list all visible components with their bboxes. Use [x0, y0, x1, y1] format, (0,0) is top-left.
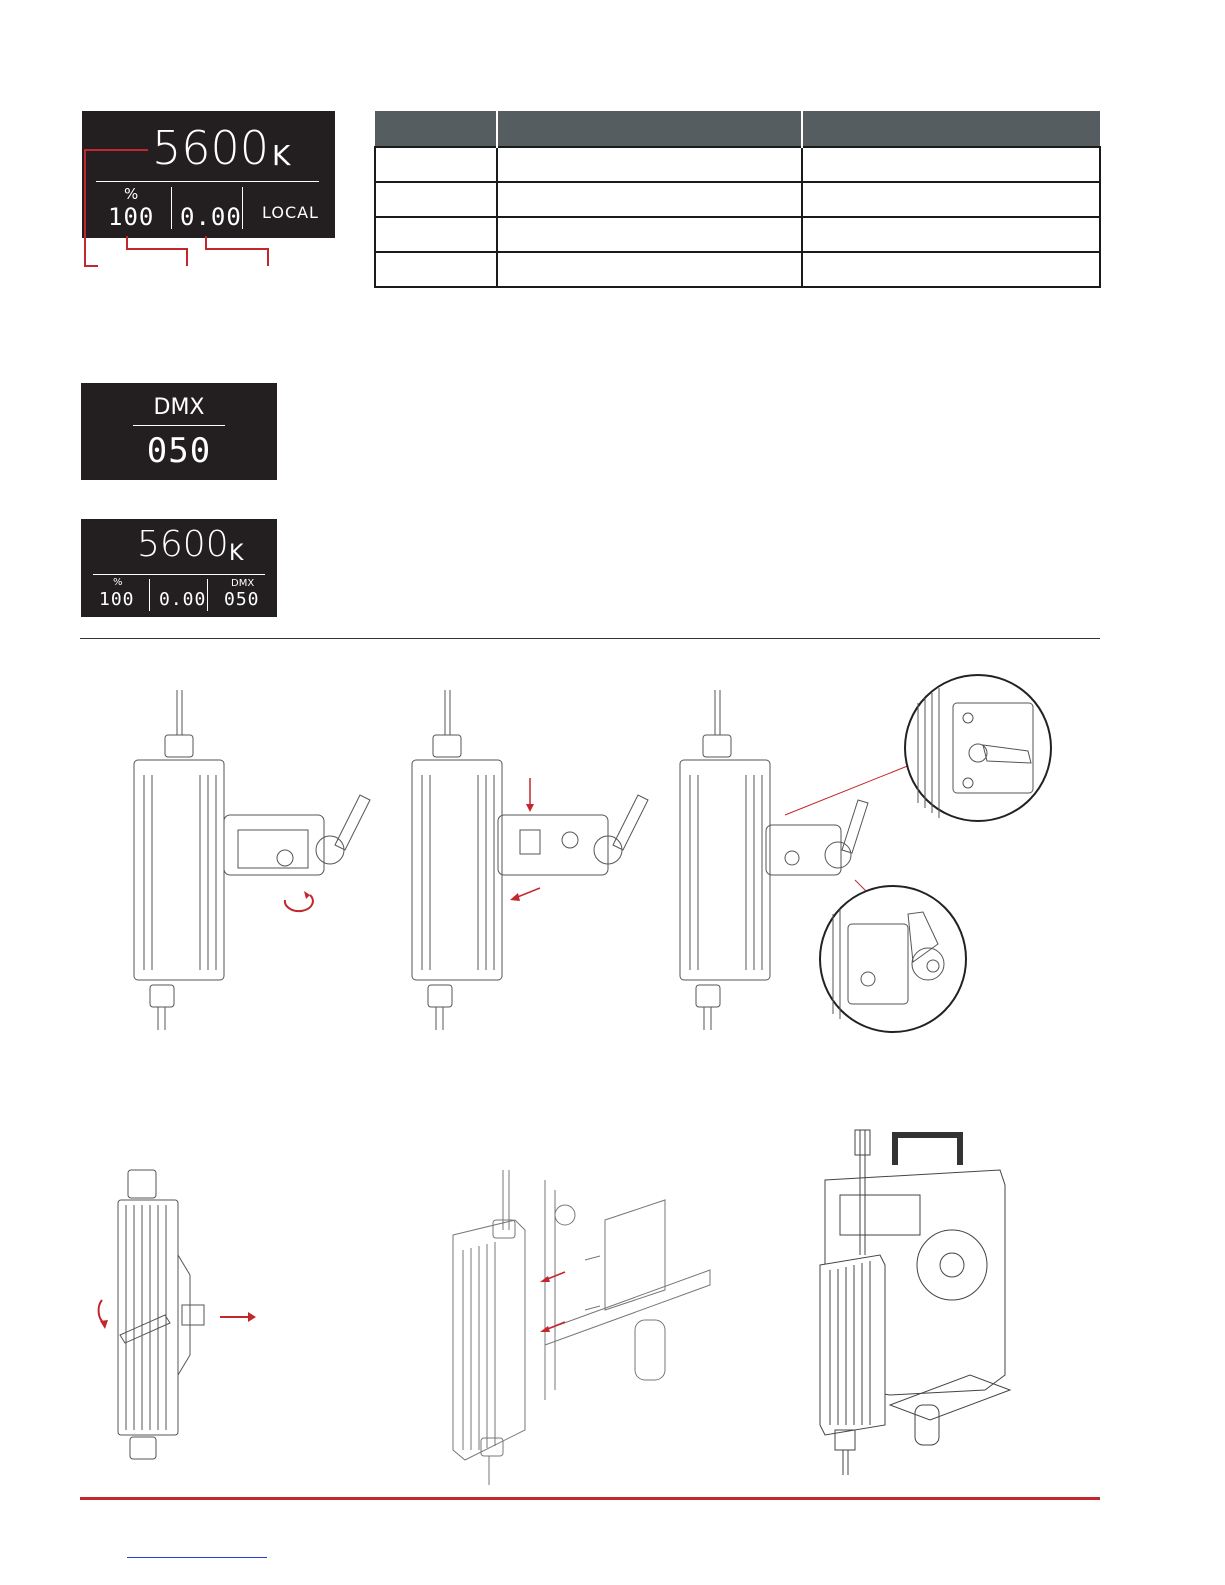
table-header-cell: [375, 111, 497, 147]
table-header-cell: [802, 111, 1100, 147]
tint-value: 0.00: [180, 203, 242, 231]
section-divider: [80, 638, 1100, 639]
footer-rule: [80, 1497, 1100, 1500]
tint-value: 0.00: [159, 589, 207, 610]
lcd-separator: [242, 187, 243, 229]
illustration-clamp-step-2: [400, 690, 680, 1030]
illustration-mount-to-frame: [445, 1170, 715, 1485]
table-row: [375, 147, 1100, 182]
lcd-divider: [96, 181, 319, 182]
lcd-display-dmx-mode: [81, 519, 277, 617]
table-row: [375, 252, 1100, 287]
lcd-display-local: [82, 111, 335, 238]
zoom-detail-latch-open: [903, 673, 1053, 823]
zoom-detail-knob: [818, 884, 968, 1034]
lcd-separator: [207, 579, 208, 611]
lcd-divider: [93, 574, 265, 575]
lcd-display-dmx-address: [81, 383, 277, 480]
intensity-label: %: [124, 185, 139, 203]
cct-unit: K: [229, 541, 244, 566]
cct-value: 5600: [152, 121, 270, 175]
intensity-value: 100: [99, 589, 135, 610]
cct-value: 5600: [137, 524, 229, 565]
cct-unit: K: [272, 139, 291, 172]
mode-label: LOCAL: [262, 203, 319, 222]
dmx-label: DMX: [153, 395, 205, 420]
lcd-separator: [171, 187, 172, 229]
spec-table: [374, 111, 1101, 288]
lcd-divider: [133, 425, 225, 426]
table-header-cell: [497, 111, 802, 147]
table-header-row: [375, 111, 1100, 147]
dmx-label: DMX: [231, 578, 255, 589]
illustration-mounted-on-light: [810, 1125, 1020, 1475]
dmx-value: 050: [224, 589, 260, 610]
dmx-address-value: 050: [146, 431, 212, 471]
intensity-value: 100: [108, 203, 155, 231]
intensity-label: %: [113, 577, 123, 588]
table-row: [375, 182, 1100, 217]
illustration-bracket-side: [90, 1165, 280, 1465]
footer-link-underline: [127, 1557, 267, 1558]
table-row: [375, 217, 1100, 252]
lcd-separator: [149, 579, 150, 611]
illustration-clamp-step-1: [120, 690, 400, 1030]
